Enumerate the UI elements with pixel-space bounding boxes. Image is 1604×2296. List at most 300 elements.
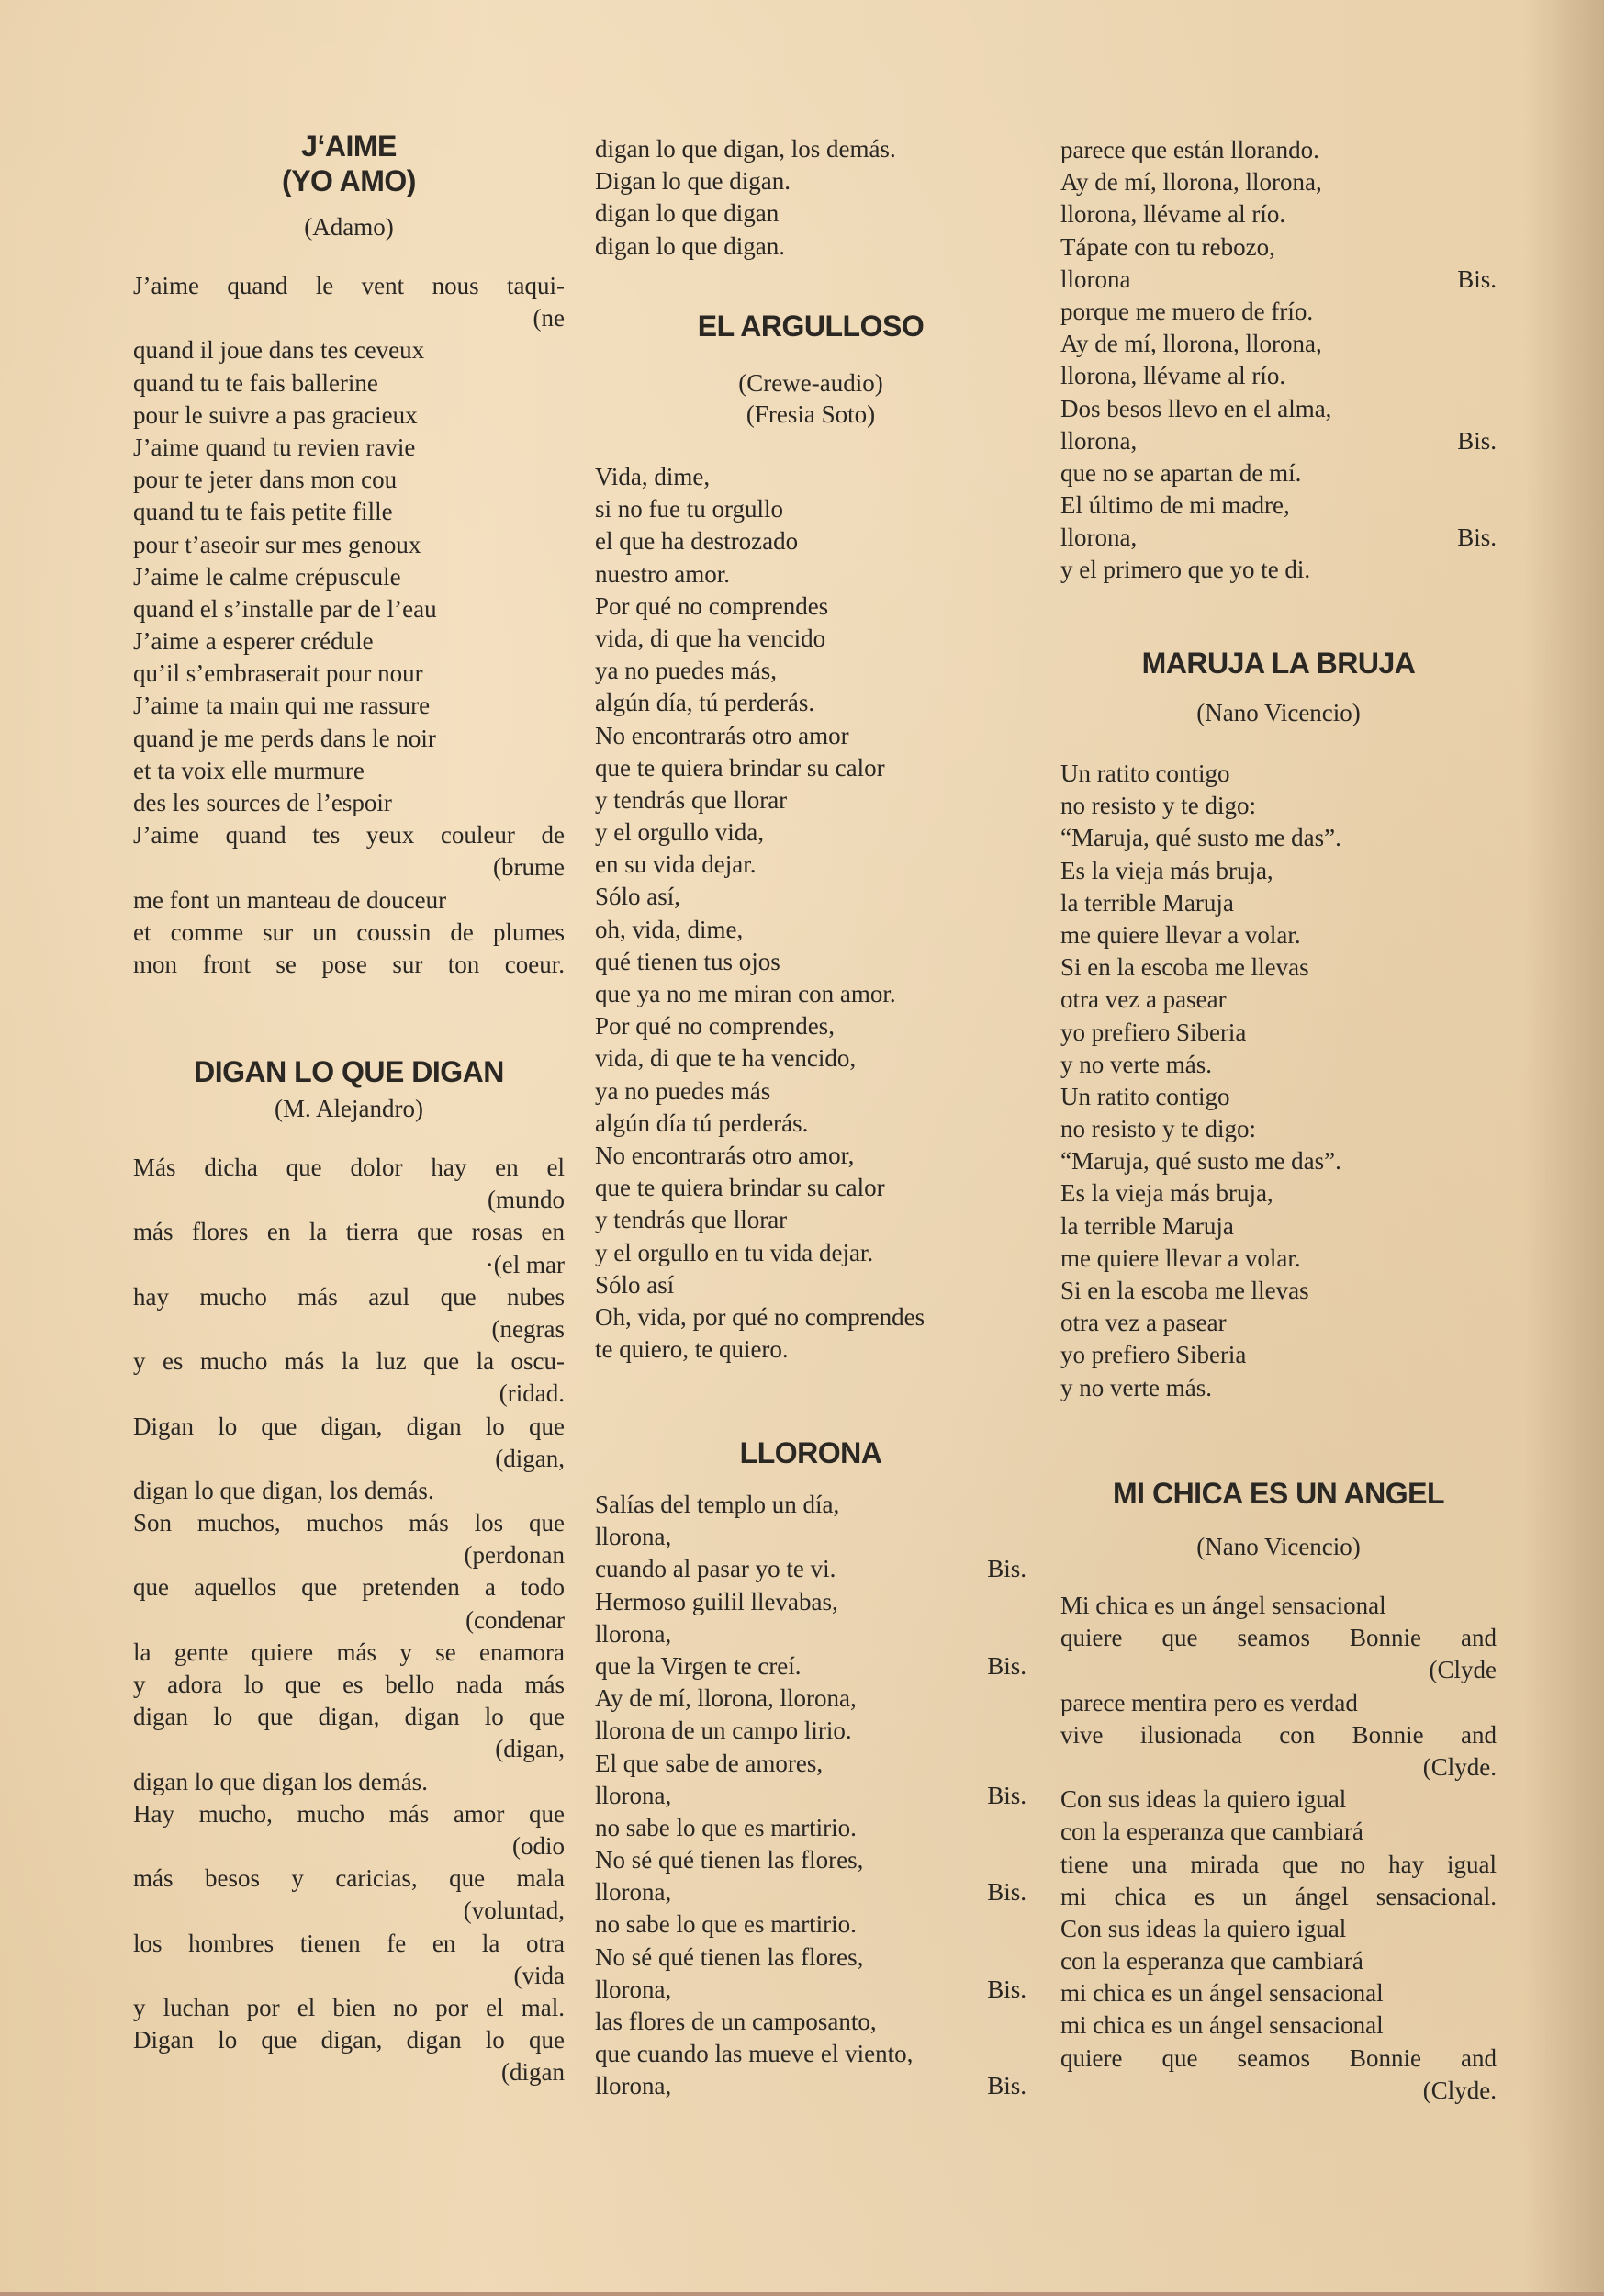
lyric-text: digan lo que digan, los demás.: [133, 1476, 434, 1504]
lyric-line: [1060, 134, 1497, 166]
lyric-text: la gente quiere más y se enamora: [133, 1638, 565, 1666]
song-byline: (M. Alejandro): [275, 1095, 423, 1122]
lyric-text: Digan lo que digan, digan lo que: [133, 2026, 565, 2054]
lyric-text: (vida: [513, 1961, 565, 1989]
lyric-text: la terrible Maruja: [1060, 888, 1234, 917]
lyric-text: quand el s’installe par de l’eau: [133, 594, 437, 623]
lyric-line: [595, 1204, 1026, 1236]
lyric-text: nuestro amor.: [595, 559, 730, 588]
lyric-text: y el orgullo vida,: [595, 818, 764, 847]
lyric-line: [133, 1863, 565, 1895]
lyric-text: Oh, vida, por qué no comprendes: [595, 1302, 925, 1331]
lyric-text: Si en la escoba me llevas: [1060, 1277, 1309, 1304]
lyric-text: (odio: [512, 1831, 565, 1860]
lyric-text: pour te jeter dans mon cou: [133, 466, 398, 494]
lyric-line: [133, 1992, 565, 2024]
lyrics: [1060, 758, 1497, 1404]
lyric-text: con la esperanza que cambiará: [1060, 1947, 1363, 1975]
lyric-line: [595, 1780, 1026, 1812]
lyric-line: [1060, 758, 1497, 790]
lyric-text: llorona,: [595, 2072, 672, 2100]
lyric-line: [595, 1812, 1026, 1844]
lyric-text: Por qué no comprendes,: [595, 1012, 835, 1041]
song-title: EL ARGULLOSO: [697, 310, 925, 343]
lyric-text: qué tienen tus ojos: [595, 947, 780, 975]
lyric-text: que ya no me miran con amor.: [595, 980, 896, 1007]
lyric-line: [595, 784, 1026, 816]
lyric-line: [595, 461, 1026, 493]
lyric-line: [595, 1334, 1026, 1366]
lyric-text: Ay de mí, llorona, llorona,: [1060, 168, 1322, 197]
lyric-text: No sé qué tienen las flores,: [595, 1846, 864, 1874]
lyric-line: [595, 655, 1026, 687]
lyric-line: [1060, 919, 1497, 951]
song-byline: (Adamo): [304, 213, 394, 241]
lyric-line: [595, 558, 1026, 591]
lyric-text: llorona: [1060, 264, 1131, 293]
lyric-text: (digan: [501, 2058, 565, 2087]
lyric-line: [133, 949, 565, 981]
song-title: DIGAN LO QUE DIGAN: [194, 1055, 504, 1088]
bis-marker: Bis.: [1457, 426, 1497, 455]
lyric-text: No encontrarás otro amor: [595, 721, 849, 749]
lyric-text: digan lo que digan, los demás.: [595, 135, 896, 163]
lyric-text: (voluntad,: [463, 1896, 565, 1925]
song-byline: (Fresia Soto): [746, 400, 876, 428]
song-jaime: [133, 129, 565, 981]
lyric-text: Con sus ideas la quiero igual: [1060, 1914, 1347, 1942]
lyric-line: [133, 755, 565, 787]
lyric-line-continuation: [1060, 1751, 1497, 1784]
lyric-line: [595, 1237, 1026, 1269]
lyric-line: [595, 1586, 1026, 1618]
lyric-text: vive ilusionada con Bonnie and: [1060, 1720, 1497, 1749]
lyric-line: [1060, 2043, 1497, 2075]
lyric-text: qu’il s’embraserait pour nour: [133, 659, 423, 688]
lyric-line: [1060, 264, 1497, 296]
lyric-line-continuation: [133, 1539, 565, 1571]
lyric-line-continuation: [133, 1960, 565, 1992]
lyric-text: llorona,: [595, 1619, 672, 1648]
lyric-line: [595, 1489, 1026, 1521]
lyric-text: no sabe lo que es martirio.: [595, 1813, 857, 1841]
lyric-text: Hermoso guilil llevabas,: [595, 1587, 838, 1615]
lyric-line: [595, 1908, 1026, 1941]
lyric-line: [133, 400, 565, 432]
lyric-line: [595, 2006, 1026, 2038]
lyric-text: mi chica es un ángel sensacional.: [1060, 1882, 1497, 1910]
lyric-text: Salías del templo un día,: [595, 1491, 840, 1518]
lyric-line: [133, 270, 565, 302]
lyric-text: No sé qué tienen las flores,: [595, 1942, 864, 1971]
lyric-text: mi chica es un ángel sensacional: [1060, 2011, 1384, 2040]
lyric-text: El que sabe de amores,: [595, 1749, 824, 1777]
lyric-text: algún día tú perderás.: [595, 1109, 809, 1137]
lyric-text: llorona,: [1060, 523, 1138, 552]
song-byline: (Nano Vicencio): [1196, 699, 1361, 726]
lyric-line: [595, 914, 1026, 946]
lyric-line: [1060, 1784, 1497, 1816]
lyric-text: (digan,: [495, 1735, 565, 1763]
lyric-line: [1060, 951, 1497, 984]
bis-marker: Bis.: [987, 1975, 1026, 2003]
song-title: LLORONA: [739, 1436, 882, 1469]
lyric-line: [1060, 1590, 1497, 1622]
lyric-line: [1060, 1049, 1497, 1081]
lyric-line-continuation: [133, 2056, 565, 2088]
lyric-line: [595, 1269, 1026, 1301]
lyric-text: Son muchos, muchos más los que: [133, 1509, 565, 1537]
lyric-line: [133, 1281, 565, 1313]
lyric-text: si no fue tu orgullo: [595, 495, 783, 523]
lyric-line-continuation: [133, 1313, 565, 1345]
lyric-line: [595, 165, 1026, 197]
lyric-line: [1060, 1945, 1497, 1977]
song-digan-lo-que-digan: [133, 1054, 565, 2088]
lyric-text: y tendrás que llorar: [595, 1206, 788, 1234]
lyric-line: [1060, 1622, 1497, 1654]
lyric-text: (brume: [493, 853, 565, 882]
lyric-line-continuation: [1060, 1654, 1497, 1686]
bis-marker: Bis.: [987, 1878, 1026, 1907]
lyric-line: [133, 1637, 565, 1669]
lyric-line: [1060, 1719, 1497, 1751]
lyric-text: te quiero, te quiero.: [595, 1335, 789, 1364]
bis-marker: Bis.: [1457, 264, 1497, 293]
lyric-line: [133, 1798, 565, 1830]
lyric-line: [1060, 790, 1497, 822]
lyric-line: [133, 1411, 565, 1443]
lyric-line: [595, 881, 1026, 913]
lyric-text: No encontrarás otro amor,: [595, 1141, 855, 1169]
lyric-text: vida, di que te ha vencido,: [595, 1044, 857, 1073]
lyric-line: [595, 1748, 1026, 1780]
lyric-text: (Clyde.: [1422, 2076, 1497, 2104]
lyric-text: (Clyde.: [1422, 1752, 1497, 1781]
lyric-line: [1060, 1210, 1497, 1243]
lyric-line: [595, 1683, 1026, 1715]
lyric-line: [595, 231, 1026, 263]
lyric-line: [595, 623, 1026, 655]
lyric-line: [595, 816, 1026, 849]
lyric-text: et comme sur un coussin de plumes: [133, 917, 565, 946]
lyric-line: [133, 1216, 565, 1248]
song-title: MI CHICA ES UN ANGEL: [1113, 1477, 1444, 1510]
lyric-line: [1060, 360, 1497, 392]
lyric-text: y adora lo que es bello nada más: [133, 1671, 565, 1698]
lyrics: [1060, 134, 1497, 587]
lyrics: [595, 461, 1026, 1366]
lyric-text: parece mentira pero es verdad: [1060, 1688, 1358, 1716]
lyric-text: parece que están llorando.: [1060, 136, 1319, 163]
song-byline: (Crewe-audio): [738, 369, 883, 397]
lyric-text: (ne: [533, 304, 565, 332]
lyric-text: Tápate con tu rebozo,: [1060, 232, 1275, 261]
lyric-line: [595, 752, 1026, 784]
lyric-text: más flores en la tierra que rosas en: [133, 1218, 565, 1246]
lyric-line: [1060, 1816, 1497, 1848]
lyric-text: llorona,: [595, 1781, 672, 1809]
lyric-text: porque me muero de frío.: [1060, 297, 1314, 325]
lyric-line: [1060, 554, 1497, 586]
lyric-text: Sólo así,: [595, 883, 681, 911]
lyric-line: [133, 1475, 565, 1507]
lyric-text: ya no puedes más,: [595, 657, 777, 685]
lyric-line: [595, 1301, 1026, 1334]
lyric-text: (digan,: [495, 1444, 565, 1472]
lyric-line: [133, 367, 565, 400]
lyric-text: la terrible Maruja: [1060, 1211, 1234, 1240]
lyric-text: pour t’aseoir sur mes genoux: [133, 530, 421, 558]
lyric-line: [595, 1715, 1026, 1747]
lyric-text: Un ratito contigo: [1060, 760, 1230, 787]
lyric-line: [595, 2038, 1026, 2070]
lyric-text: llorona,: [595, 1975, 672, 2003]
lyric-text: y tendrás que llorar: [595, 785, 788, 814]
lyric-line: [133, 884, 565, 917]
lyric-line: [595, 1140, 1026, 1172]
lyric-line: [133, 658, 565, 690]
lyric-line: [1060, 1307, 1497, 1339]
lyric-text: J’aime quand le vent nous taqui-: [133, 272, 565, 299]
lyric-line: [1060, 2009, 1497, 2042]
lyric-text: más besos y caricias, que mala: [133, 1864, 565, 1893]
lyric-text: digan lo que digan los demás.: [133, 1767, 428, 1795]
lyric-line: [1060, 1275, 1497, 1307]
lyric-text: digan lo que digan.: [595, 231, 785, 260]
song-title: (YO AMO): [282, 164, 416, 197]
lyric-text: no resisto y te digo:: [1060, 1115, 1256, 1143]
lyric-line: [595, 1876, 1026, 1908]
lyric-line: [595, 978, 1026, 1010]
lyric-text: mon front se pose sur ton coeur.: [133, 950, 565, 978]
song-digan-continued: [595, 133, 1026, 263]
lyric-text: vida, di que ha vencido: [595, 624, 826, 652]
lyric-text: “Maruja, qué susto me das”.: [1060, 824, 1341, 852]
lyric-line: [1060, 296, 1497, 328]
lyric-text: digan lo que digan: [595, 199, 780, 228]
lyric-text: ·(el mar: [485, 1250, 565, 1278]
lyric-line: [1060, 1339, 1497, 1371]
lyric-line-continuation: [133, 1830, 565, 1863]
song-title: MARUJA LA BRUJA: [1141, 647, 1416, 680]
lyric-line: [595, 1075, 1026, 1108]
lyric-text: quand tu te fais ballerine: [133, 368, 378, 397]
lyric-line: [133, 464, 565, 496]
lyric-text: J’aime a esperer crédule: [133, 627, 374, 656]
lyric-text: no resisto y te digo:: [1060, 792, 1256, 820]
lyric-line: [595, 197, 1026, 230]
lyric-text: pour le suivre a pas gracieux: [133, 400, 418, 429]
lyric-line-continuation: [133, 1249, 565, 1281]
lyric-text: con la esperanza que cambiará: [1060, 1818, 1363, 1846]
lyric-line: [595, 1844, 1026, 1876]
lyric-text: mi chica es un ángel sensacional: [1060, 1979, 1384, 2008]
lyric-line: [133, 690, 565, 722]
lyric-line: [1060, 457, 1497, 490]
lyric-line: [1060, 1849, 1497, 1881]
lyric-line-continuation: [133, 1895, 565, 1927]
lyric-line: [595, 687, 1026, 719]
lyric-text: Es la vieja más bruja,: [1060, 1179, 1273, 1208]
lyric-text: (Clyde: [1429, 1656, 1497, 1684]
lyric-text: que la Virgen te creí.: [595, 1651, 802, 1680]
lyric-text: que aquellos que pretenden a todo: [133, 1573, 565, 1602]
lyric-line: [595, 1618, 1026, 1650]
lyric-text: (perdonan: [464, 1541, 565, 1570]
lyric-line: [133, 432, 565, 464]
lyric-line: [595, 1521, 1026, 1553]
lyric-line: [1060, 855, 1497, 887]
lyric-line: [133, 787, 565, 819]
lyric-line: [133, 593, 565, 625]
lyric-line: [1060, 490, 1497, 522]
lyric-text: otra vez a pasear: [1060, 985, 1227, 1014]
lyrics: [595, 1489, 1026, 2103]
lyric-line: [595, 849, 1026, 881]
lyric-text: que te quiera brindar su calor: [595, 1174, 885, 1202]
lyric-line: [1060, 1372, 1497, 1404]
lyric-line: [595, 720, 1026, 752]
lyric-line-continuation: [133, 1184, 565, 1216]
lyric-line: [1060, 198, 1497, 231]
lyric-line-continuation: [133, 1733, 565, 1765]
lyric-line: [133, 1766, 565, 1798]
lyric-text: Dos besos llevo en el alma,: [1060, 394, 1332, 422]
lyric-line: [595, 1553, 1026, 1585]
lyric-text: y luchan por el bien no por el mal.: [133, 1993, 565, 2021]
song-maruja-la-bruja: [1060, 646, 1497, 1404]
lyric-line: [1060, 1881, 1497, 1913]
lyric-text: y el primero que yo te di.: [1060, 556, 1311, 584]
lyric-text: las flores de un camposanto,: [595, 2008, 877, 2035]
lyric-line: [133, 334, 565, 366]
lyric-text: en su vida dejar.: [595, 850, 757, 879]
lyric-line: [1060, 1913, 1497, 1945]
lyric-text: digan lo que digan, digan lo que: [133, 1703, 565, 1731]
lyric-text: y es mucho más la luz que la oscu-: [133, 1347, 565, 1376]
lyric-line: [133, 1669, 565, 1701]
lyric-line: [595, 1941, 1026, 1974]
lyric-line: [1060, 1177, 1497, 1210]
lyric-line: [595, 1974, 1026, 2006]
song-llorona-continued: [1060, 134, 1497, 587]
lyric-line: [595, 1650, 1026, 1683]
lyric-text: yo prefiero Siberia: [1060, 1018, 1247, 1046]
lyric-text: Digan lo que digan, digan lo que: [133, 1412, 565, 1440]
song-title: J‘AIME: [301, 129, 397, 163]
song-byline: (Nano Vicencio): [1196, 1533, 1361, 1560]
lyric-line: [133, 561, 565, 593]
lyric-line: [1060, 1977, 1497, 2009]
lyric-line: [1060, 393, 1497, 425]
lyric-line: [595, 946, 1026, 978]
lyric-text: me quiere llevar a volar.: [1060, 1244, 1301, 1272]
lyric-line: [133, 1701, 565, 1733]
lyric-line: [595, 1172, 1026, 1204]
lyric-text: el que ha destrozado: [595, 527, 799, 556]
lyric-text: llorona, llévame al río.: [1060, 362, 1286, 390]
lyric-line: [1060, 166, 1497, 198]
lyric-line: [595, 1108, 1026, 1140]
lyric-text: llorona,: [595, 1878, 672, 1907]
lyric-text: El último de mi madre,: [1060, 491, 1290, 520]
lyric-text: J’aime quand tes yeux couleur de: [133, 821, 565, 850]
lyric-line-continuation: [133, 1443, 565, 1475]
bis-marker: Bis.: [987, 1651, 1026, 1680]
lyric-text: Mi chica es un ángel sensacional: [1060, 1592, 1386, 1619]
lyric-line: [1060, 1113, 1497, 1145]
lyric-text: los hombres tienen fe en la otra: [133, 1929, 565, 1957]
lyric-line: [1060, 328, 1497, 360]
lyric-line: [595, 1042, 1026, 1075]
lyric-line: [133, 1345, 565, 1378]
lyric-line: [1060, 887, 1497, 919]
lyric-line: [133, 1507, 565, 1539]
lyric-text: otra vez a pasear: [1060, 1309, 1227, 1337]
lyric-line: [133, 1152, 565, 1184]
lyric-line: [133, 625, 565, 658]
lyric-line: [1060, 1017, 1497, 1049]
lyric-text: que te quiera brindar su calor: [595, 753, 885, 782]
lyric-line: [133, 2024, 565, 2056]
lyric-text: cuando al pasar yo te vi.: [595, 1555, 836, 1583]
lyric-line: [133, 819, 565, 851]
lyric-line: [595, 133, 1026, 165]
lyric-text: y no verte más.: [1060, 1373, 1212, 1401]
lyric-text: Con sus ideas la quiero igual: [1060, 1785, 1347, 1814]
lyric-text: que no se apartan de mí.: [1060, 458, 1302, 487]
lyric-text: me quiere llevar a volar.: [1060, 920, 1301, 949]
lyric-text: Hay mucho, mucho más amor que: [133, 1799, 565, 1828]
song-llorona: [595, 1435, 1026, 2103]
lyric-text: J’aime le calme crépuscule: [133, 562, 401, 591]
lyric-text: Ay de mí, llorona, llorona,: [595, 1684, 857, 1713]
lyric-text: yo prefiero Siberia: [1060, 1341, 1247, 1369]
lyric-line: [1060, 522, 1497, 554]
lyric-text: des les sources de l’espoir: [133, 789, 392, 816]
lyric-text: quand tu te fais petite fille: [133, 498, 393, 526]
lyric-text: oh, vida, dime,: [595, 915, 744, 943]
lyric-text: (negras: [491, 1314, 565, 1343]
lyric-line: [1060, 822, 1497, 854]
lyric-text: me font un manteau de douceur: [133, 885, 447, 914]
lyric-text: (ridad.: [499, 1379, 565, 1408]
lyric-text: que cuando las mueve el viento,: [595, 2040, 914, 2068]
bis-marker: Bis.: [987, 2072, 1026, 2100]
lyric-line-continuation: [133, 302, 565, 334]
lyric-line: [133, 723, 565, 755]
page-bottom-edge: [0, 2292, 1604, 2296]
bis-marker: Bis.: [1457, 523, 1497, 552]
lyric-line: [1060, 231, 1497, 264]
lyric-text: Vida, dime,: [595, 463, 711, 490]
lyric-text: hay mucho más azul que nubes: [133, 1282, 565, 1311]
lyric-text: ya no puedes más: [595, 1076, 771, 1105]
lyric-text: llorona,: [1060, 426, 1138, 455]
lyric-text: quiere que seamos Bonnie and: [1060, 1624, 1497, 1652]
lyric-line: [1060, 984, 1497, 1016]
lyric-line: [1060, 1687, 1497, 1719]
lyric-line: [1060, 1145, 1497, 1177]
lyric-line: [595, 1010, 1026, 1042]
lyric-text: Es la vieja más bruja,: [1060, 856, 1273, 884]
lyric-text: Un ratito contigo: [1060, 1082, 1230, 1110]
lyric-text: llorona,: [595, 1523, 672, 1551]
lyric-line: [133, 1571, 565, 1604]
lyric-line: [1060, 1081, 1497, 1113]
lyric-text: quand je me perds dans le noir: [133, 724, 436, 752]
